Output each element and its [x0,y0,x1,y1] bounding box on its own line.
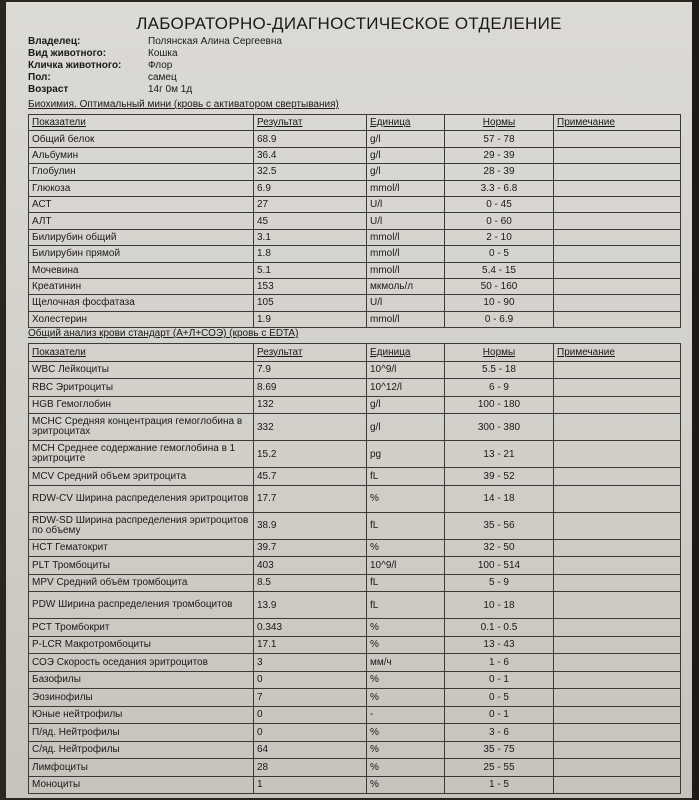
patient-info-label: Вид животного: [28,48,107,59]
cell-result: 27 [254,196,367,212]
cell-unit: % [367,776,445,794]
cell-unit: fL [367,468,445,486]
lab-report-sheet [6,2,692,798]
patient-info-row [28,36,282,48]
cell-norm: 28 - 39 [445,164,554,180]
table-row [29,724,681,742]
cell-indicator: HGB Гемоглобин [29,396,254,414]
cell-norm: 10 - 90 [445,295,554,311]
table-row [29,636,681,654]
column-header-indicator: Показатели [29,115,254,131]
cell-unit: fL [367,592,445,619]
cell-note [554,654,681,672]
cell-result: 105 [254,295,367,311]
cell-norm: 13 - 21 [445,441,554,468]
cell-result: 45 [254,213,367,229]
cell-note [554,512,681,539]
cell-result: 0 [254,706,367,724]
cell-indicator: MCH Среднее содержание гемоглобина в 1 эритроците [29,441,254,468]
cell-unit: % [367,759,445,777]
cell-note [554,246,681,262]
cell-indicator: СОЭ Скорость оседания эритроцитов [29,654,254,672]
cell-result: 38.9 [254,512,367,539]
cell-unit: % [367,539,445,557]
cell-note [554,759,681,777]
cbc-section-title: Общий анализ крови стандарт (А+Л+СОЭ) (кровь с EDTA) [28,328,299,339]
cell-note [554,414,681,441]
cell-note [554,131,681,147]
cell-indicator: RBC Эритроциты [29,379,254,397]
column-header-note: Примечание [554,115,681,131]
cell-unit: pg [367,441,445,468]
cell-norm: 35 - 75 [445,741,554,759]
cell-unit: % [367,741,445,759]
cell-norm: 14 - 18 [445,485,554,512]
cell-norm: 5.4 - 15 [445,262,554,278]
cell-unit: fL [367,574,445,592]
cell-indicator: Эозинофилы [29,689,254,707]
cell-note [554,379,681,397]
cell-note [554,619,681,637]
cell-result: 7 [254,689,367,707]
cell-norm: 35 - 56 [445,512,554,539]
cell-note [554,441,681,468]
cell-unit: % [367,724,445,742]
cell-result: 1.8 [254,246,367,262]
cell-note [554,671,681,689]
table-row [29,295,681,311]
patient-info-label: Кличка животного: [28,60,122,71]
cell-result: 332 [254,414,367,441]
cell-unit: % [367,671,445,689]
table-row [29,396,681,414]
cell-note [554,636,681,654]
cell-note [554,468,681,486]
cell-norm: 25 - 55 [445,759,554,777]
cell-unit: fL [367,512,445,539]
table-row [29,619,681,637]
patient-info-row [28,60,282,72]
patient-info-value: 14г 0м 1д [148,84,193,95]
cell-norm: 3.3 - 6.8 [445,180,554,196]
cell-indicator: Юные нейтрофилы [29,706,254,724]
patient-info-value: Флор [148,60,173,71]
patient-info [28,36,282,96]
cell-note [554,539,681,557]
cell-result: 8.5 [254,574,367,592]
table-row [29,262,681,278]
column-header-indicator: Показатели [29,344,254,362]
cell-norm: 1 - 5 [445,776,554,794]
table-row [29,131,681,147]
cell-indicator: Глюкоза [29,180,254,196]
cell-unit: U/l [367,213,445,229]
cell-note [554,557,681,575]
cell-result: 5.1 [254,262,367,278]
cell-indicator: Холестерин [29,311,254,327]
cell-indicator: Базофилы [29,671,254,689]
cell-result: 0 [254,724,367,742]
cell-indicator: АЛТ [29,213,254,229]
cell-norm: 0 - 1 [445,706,554,724]
table-row [29,361,681,379]
table-row [29,759,681,777]
cell-norm: 32 - 50 [445,539,554,557]
table-row [29,654,681,672]
patient-info-value: Полянская Алина Сергеевна [148,36,282,47]
cell-unit: g/l [367,147,445,163]
cell-norm: 5 - 9 [445,574,554,592]
cell-result: 7.9 [254,361,367,379]
cell-unit: g/l [367,164,445,180]
cell-unit: U/l [367,196,445,212]
cell-norm: 0 - 1 [445,671,554,689]
column-header-unit: Единица [367,115,445,131]
cell-result: 153 [254,278,367,294]
patient-info-row [28,72,282,84]
cell-indicator: Общий белок [29,131,254,147]
table-header-row [29,344,681,362]
cell-norm: 57 - 78 [445,131,554,147]
cell-indicator: Креатинин [29,278,254,294]
cell-result: 1.9 [254,311,367,327]
cell-note [554,278,681,294]
cell-norm: 5.5 - 18 [445,361,554,379]
cell-indicator: PDW Ширина распределения тромбоцитов [29,592,254,619]
cell-indicator: PLT Тромбоциты [29,557,254,575]
column-header-result: Результат [254,344,367,362]
cell-indicator: RDW-SD Ширина распределения эритроцитов по объему [29,512,254,539]
cell-unit: - [367,706,445,724]
cell-result: 17.1 [254,636,367,654]
cell-unit: mmol/l [367,246,445,262]
table-row [29,414,681,441]
cell-note [554,311,681,327]
table-row [29,164,681,180]
cell-unit: mmol/l [367,262,445,278]
patient-info-row [28,84,282,96]
cell-indicator: Щелочная фосфатаза [29,295,254,311]
patient-info-value: самец [148,72,177,83]
cell-result: 0 [254,671,367,689]
cell-indicator: Моноциты [29,776,254,794]
cell-norm: 0 - 5 [445,689,554,707]
patient-info-row [28,48,282,60]
cell-indicator: С/яд. Нейтрофилы [29,741,254,759]
table-row [29,741,681,759]
cell-note [554,689,681,707]
cell-indicator: PCT Тромбокрит [29,619,254,637]
cell-note [554,262,681,278]
cell-norm: 0.1 - 0.5 [445,619,554,637]
cell-note [554,295,681,311]
table-row [29,229,681,245]
table-row [29,776,681,794]
table-row [29,246,681,262]
table-row [29,689,681,707]
table-row [29,441,681,468]
cell-result: 0.343 [254,619,367,637]
cell-unit: % [367,485,445,512]
biochemistry-section-title: Биохимия. Оптимальный мини (кровь с активатором свертывания) [28,99,339,110]
cell-unit: мм/ч [367,654,445,672]
cell-result: 64 [254,741,367,759]
cell-result: 6.9 [254,180,367,196]
cell-indicator: Лимфоциты [29,759,254,777]
patient-info-label: Возраст [28,84,69,95]
cell-result: 1 [254,776,367,794]
cell-unit: g/l [367,131,445,147]
column-header-norm: Нормы [445,344,554,362]
cell-result: 39.7 [254,539,367,557]
table-row [29,468,681,486]
cell-indicator: АСТ [29,196,254,212]
cell-indicator: WBC Лейкоциты [29,361,254,379]
cell-note [554,164,681,180]
cell-note [554,706,681,724]
table-row [29,592,681,619]
table-row [29,512,681,539]
cell-unit: mmol/l [367,311,445,327]
table-row [29,278,681,294]
cell-result: 403 [254,557,367,575]
cell-note [554,229,681,245]
cell-indicator: Билирубин общий [29,229,254,245]
cell-note [554,180,681,196]
cell-norm: 13 - 43 [445,636,554,654]
cell-result: 3 [254,654,367,672]
cell-note [554,485,681,512]
patient-info-label: Пол: [28,72,51,83]
cell-norm: 10 - 18 [445,592,554,619]
cell-result: 132 [254,396,367,414]
cell-result: 13.9 [254,592,367,619]
cell-result: 36.4 [254,147,367,163]
cell-unit: 10^9/l [367,361,445,379]
cell-norm: 0 - 6.9 [445,311,554,327]
cell-result: 32.5 [254,164,367,180]
cell-unit: % [367,689,445,707]
cell-indicator: Глобулин [29,164,254,180]
cell-note [554,776,681,794]
cell-norm: 300 - 380 [445,414,554,441]
cell-result: 3.1 [254,229,367,245]
cell-result: 15.2 [254,441,367,468]
cell-note [554,213,681,229]
cell-norm: 50 - 160 [445,278,554,294]
cell-indicator: MCHC Средняя концентрация гемоглобина в эритроцитах [29,414,254,441]
cell-note [554,741,681,759]
cell-result: 17.7 [254,485,367,512]
cell-result: 8.69 [254,379,367,397]
cell-unit: mmol/l [367,180,445,196]
column-header-unit: Единица [367,344,445,362]
biochemistry-table [28,114,681,328]
cell-indicator: RDW-CV Ширина распределения эритроцитов [29,485,254,512]
cell-note [554,574,681,592]
cell-indicator: P-LCR Макротромбоциты [29,636,254,654]
cell-norm: 3 - 6 [445,724,554,742]
table-row [29,196,681,212]
column-header-note: Примечание [554,344,681,362]
table-row [29,147,681,163]
cell-result: 45.7 [254,468,367,486]
cell-unit: 10^12/l [367,379,445,397]
cell-note [554,396,681,414]
cell-norm: 2 - 10 [445,229,554,245]
cell-norm: 6 - 9 [445,379,554,397]
cell-unit: g/l [367,396,445,414]
table-row [29,213,681,229]
table-row [29,557,681,575]
cell-note [554,361,681,379]
cell-norm: 29 - 39 [445,147,554,163]
page-title: ЛАБОРАТОРНО-ДИАГНОСТИЧЕСКОЕ ОТДЕЛЕНИЕ [136,14,562,33]
table-header-row [29,115,681,131]
cbc-table [28,343,681,794]
cell-indicator: MPV Средний объём тромбоцита [29,574,254,592]
cell-note [554,147,681,163]
cell-unit: U/l [367,295,445,311]
table-row [29,539,681,557]
cell-norm: 100 - 514 [445,557,554,575]
cell-norm: 100 - 180 [445,396,554,414]
column-header-result: Результат [254,115,367,131]
cell-norm: 1 - 6 [445,654,554,672]
cell-indicator: Билирубин прямой [29,246,254,262]
cell-note [554,724,681,742]
cell-indicator: Мочевина [29,262,254,278]
cell-unit: 10^9/l [367,557,445,575]
cell-norm: 0 - 5 [445,246,554,262]
table-row [29,311,681,327]
table-row [29,180,681,196]
cell-indicator: HCT Гематокрит [29,539,254,557]
column-header-norm: Нормы [445,115,554,131]
table-row [29,671,681,689]
cell-norm: 39 - 52 [445,468,554,486]
cell-unit: % [367,619,445,637]
cell-result: 28 [254,759,367,777]
cell-norm: 0 - 60 [445,213,554,229]
cell-unit: g/l [367,414,445,441]
cell-indicator: MCV Средний объем эритроцита [29,468,254,486]
patient-info-label: Владелец: [28,36,81,47]
table-row [29,379,681,397]
cell-norm: 0 - 45 [445,196,554,212]
table-row [29,574,681,592]
cell-unit: % [367,636,445,654]
cell-result: 68.9 [254,131,367,147]
background-edge [692,0,699,800]
cell-note [554,196,681,212]
patient-info-value: Кошка [148,48,178,59]
cell-unit: мкмоль/л [367,278,445,294]
cell-indicator: Альбумин [29,147,254,163]
cell-note [554,592,681,619]
cell-indicator: П/яд. Нейтрофилы [29,724,254,742]
table-row [29,706,681,724]
table-row [29,485,681,512]
cell-unit: mmol/l [367,229,445,245]
